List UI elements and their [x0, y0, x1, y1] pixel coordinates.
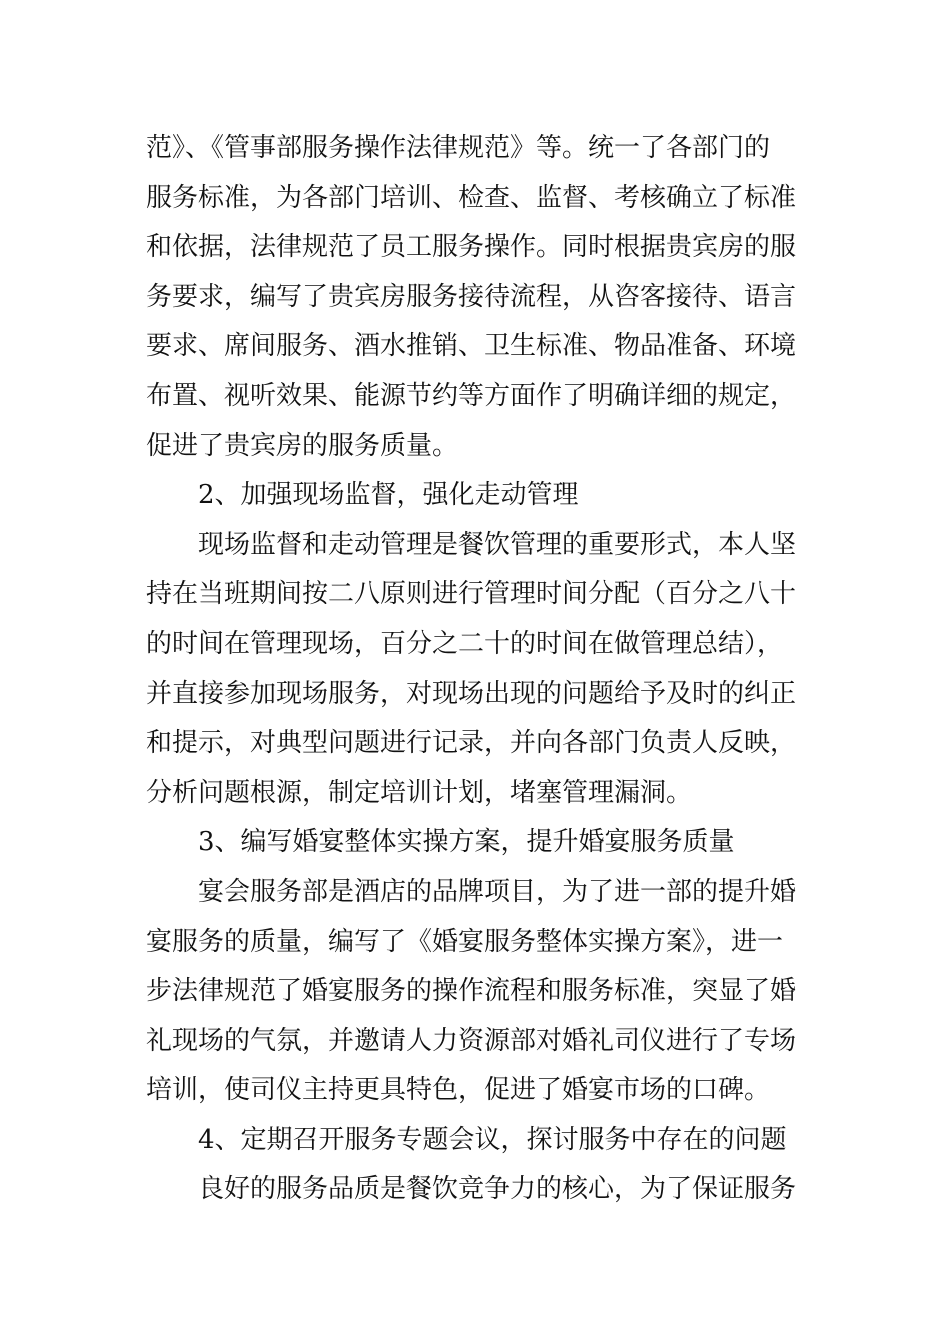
text-line: 培训，使司仪主持更具特色，促进了婚宴市场的口碑。	[146, 1075, 771, 1106]
text-line: 要求、席间服务、酒水推销、卫生标准、物品准备、环境	[146, 331, 797, 362]
text-line: 范》、《管事部服务操作法律规范》等。统一了各部门的	[146, 133, 771, 163]
text-line: 并直接参加现场服务，对现场出现的问题给予及时的纠正	[146, 678, 797, 709]
text-line: 促进了贵宾房的服务质量。	[146, 430, 459, 461]
text-line: 持在当班期间按二八原则进行管理时间分配（百分之八十	[146, 579, 797, 610]
paragraph-first-line: 现场监督和走动管理是餐饮管理的重要形式，本人坚	[198, 529, 797, 560]
text-line: 服务标准，为各部门培训、检查、监督、考核确立了标准	[146, 182, 797, 213]
section-heading: 4、定期召开服务专题会议，探讨服务中存在的问题	[198, 1124, 787, 1155]
text-line: 宴服务的质量，编写了《婚宴服务整体实操方案》，进一	[146, 926, 784, 957]
paragraph-first-line: 良好的服务品质是餐饮竞争力的核心，为了保证服务	[198, 1174, 797, 1205]
text-line: 礼现场的气氛，并邀请人力资源部对婚礼司仪进行了专场	[146, 1025, 797, 1056]
section-heading: 2、加强现场监督，强化走动管理	[198, 480, 579, 511]
document-body	[146, 124, 816, 1215]
text-line: 和依据，法律规范了员工服务操作。同时根据贵宾房的服	[146, 232, 797, 263]
section-heading: 3、编写婚宴整体实操方案，提升婚宴服务质量	[198, 827, 735, 858]
text-line: 布置、视听效果、能源节约等方面作了明确详细的规定，	[146, 380, 797, 411]
text-line: 分析问题根源，制定培训计划，堵塞管理漏洞。	[146, 777, 693, 808]
text-line: 和提示，对典型问题进行记录，并向各部门负责人反映，	[146, 728, 797, 759]
paragraph-first-line: 宴会服务部是酒店的品牌项目，为了进一部的提升婚	[198, 876, 797, 907]
text-line: 的时间在管理现场，百分之二十的时间在做管理总结），	[146, 628, 784, 659]
text-line: 步法律规范了婚宴服务的操作流程和服务标准，突显了婚	[146, 976, 797, 1007]
text-line: 务要求，编写了贵宾房服务接待流程，从咨客接待、语言	[146, 281, 797, 312]
